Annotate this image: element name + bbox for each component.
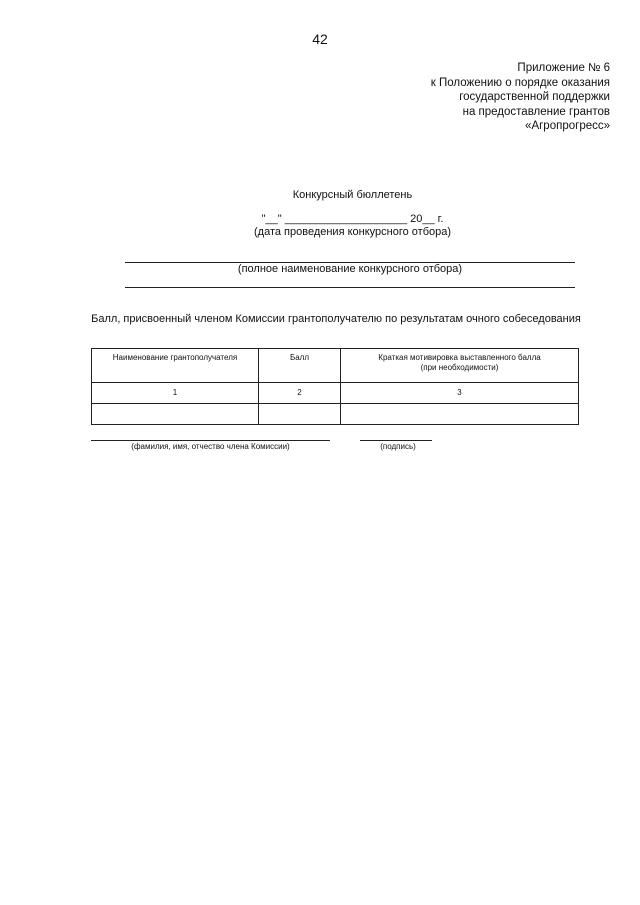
header-cell-recipient: Наименование грантополучателя: [92, 349, 259, 383]
appendix-line: на предоставление грантов: [462, 105, 610, 118]
selection-caption: (полное наименование конкурсного отбора): [237, 263, 463, 275]
date-caption: (дата проведения конкурсного отбора): [253, 226, 452, 238]
table-header-row: [92, 349, 579, 383]
appendix-line: к Положению о порядке оказания: [430, 76, 610, 89]
appendix-block: [431, 61, 610, 134]
page-number: 42: [312, 31, 328, 47]
header-motivation-note: (при необходимости): [420, 363, 499, 372]
table-row: [92, 404, 579, 425]
selection-name-line-2: [125, 287, 575, 288]
name-caption: (фамилия, имя, отчество члена Комиссии): [131, 442, 290, 451]
appendix-line: «Агропрогресс»: [525, 120, 610, 132]
table-row: [92, 383, 579, 404]
header-motivation-text: Краткая мотивировка выставленного балла: [378, 353, 541, 362]
score-table: [91, 348, 579, 425]
date-line: "__" ____________________ 20__ г.: [261, 213, 444, 225]
header-cell-motivation: [341, 349, 579, 383]
table-cell: 1: [92, 383, 259, 404]
table-cell: [92, 404, 259, 425]
header-cell-score: Балл: [259, 349, 341, 383]
table-cell: 2: [259, 383, 341, 404]
appendix-line: государственной поддержки: [459, 91, 610, 103]
appendix-line: Приложение № 6: [517, 62, 610, 74]
table-cell: 3: [341, 383, 579, 404]
table-cell: [259, 404, 341, 425]
name-signature-line: [91, 440, 330, 441]
table-cell: [341, 404, 579, 425]
signature-caption: (подпись): [380, 442, 416, 451]
score-heading: Балл, присвоенный членом Комиссии грантополучателю по результатам очного собеседования: [91, 313, 581, 325]
signature-line: [360, 440, 432, 441]
ballot-title: Конкурсный бюллетень: [292, 189, 413, 201]
